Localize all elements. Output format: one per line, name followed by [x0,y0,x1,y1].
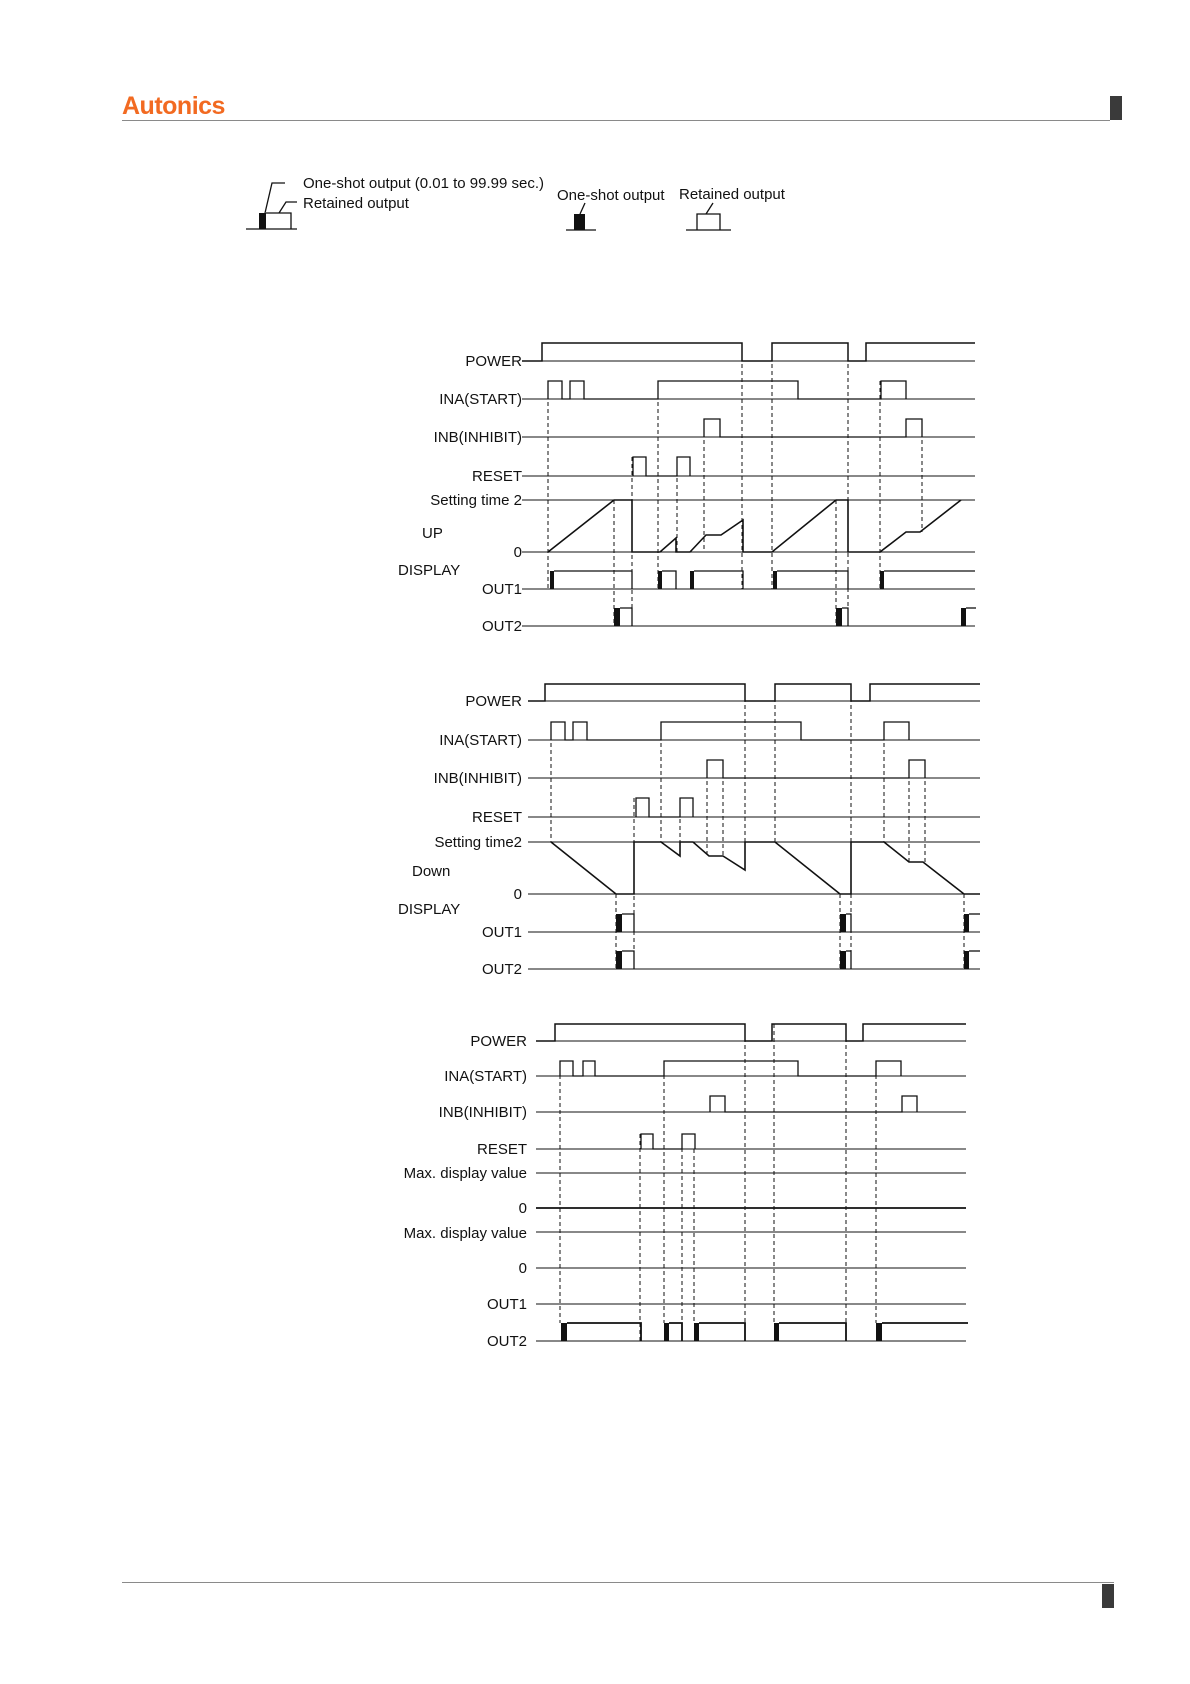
label-zero-1: 0 [518,1200,527,1217]
label-out2: OUT2 [481,961,522,978]
signal-power [536,1024,966,1041]
diagram-display-baselines [536,1041,966,1341]
signal-out2 [614,608,976,626]
signal-inb [710,1096,917,1112]
diagram-up [398,343,976,635]
signal-out2 [561,1323,968,1341]
signal-ina [560,1061,901,1076]
legend-oneshot-symbol [566,203,596,230]
label-zero: 0 [513,544,522,561]
label-ina-start: INA(START) [439,391,522,408]
label-setting-time: Setting time 2 [430,492,522,509]
label-out2: OUT2 [481,618,522,635]
label-zero-2: 0 [518,1260,527,1277]
label-out1: OUT1 [481,581,522,598]
diagram-down-baselines [528,701,980,969]
diagram-display [404,1024,968,1350]
diagram-up-guides [548,343,922,626]
label-down-mode: Down [412,863,451,880]
label-power: POWER [470,1033,527,1050]
legend-oneshot-range-label: One-shot output (0.01 to 99.99 sec.) [303,175,544,192]
signal-power [522,343,975,361]
label-reset: RESET [471,468,522,485]
label-reset: RESET [471,809,522,826]
brand-logo: Autonics [122,92,225,120]
label-ina-start: INA(START) [439,732,522,749]
signal-ina [551,722,909,740]
signal-out1 [616,914,980,932]
legend-retained-title: Retained output [679,186,785,203]
legend-oneshot-title: One-shot output [557,187,665,204]
label-out2: OUT2 [486,1333,527,1350]
label-inb-inhibit: INB(INHIBIT) [433,429,522,446]
legend-retained-label: Retained output [303,195,409,212]
diagram-down-labels [398,693,522,978]
label-out1: OUT1 [486,1296,527,1313]
signal-ina [548,381,906,399]
diagram-display-labels [404,1033,528,1350]
label-inb-inhibit: INB(INHIBIT) [438,1104,527,1121]
label-reset: RESET [476,1141,527,1158]
label-max-display-value-1: Max. display value [403,1165,527,1182]
diagram-up-labels [398,353,522,635]
signal-inb [704,419,922,437]
legend [246,175,786,230]
label-inb-inhibit: INB(INHIBIT) [433,770,522,787]
label-out1: OUT1 [481,924,522,941]
label-power: POWER [465,353,522,370]
label-ina-start: INA(START) [444,1068,527,1085]
signal-out2 [616,951,980,969]
label-power: POWER [465,693,522,710]
diagram-down-guides [551,684,964,969]
legend-combined-symbol [246,183,297,229]
label-display: DISPLAY [398,562,461,579]
signal-inb [707,760,925,778]
signal-power [528,684,980,701]
label-up-mode: UP [422,525,443,542]
signal-display-down [551,842,980,894]
label-zero: 0 [513,886,522,903]
signal-reset [633,457,690,476]
diagram-display-guides [560,1024,876,1341]
signal-display-up [548,500,961,552]
diagram-up-baselines [522,361,975,626]
diagram-down [398,684,980,978]
legend-retained-symbol [686,203,731,230]
signal-reset [636,798,693,817]
label-display: DISPLAY [398,901,461,918]
label-setting-time: Setting time2 [434,834,522,851]
label-max-display-value-2: Max. display value [403,1225,527,1242]
signal-reset [641,1134,695,1149]
